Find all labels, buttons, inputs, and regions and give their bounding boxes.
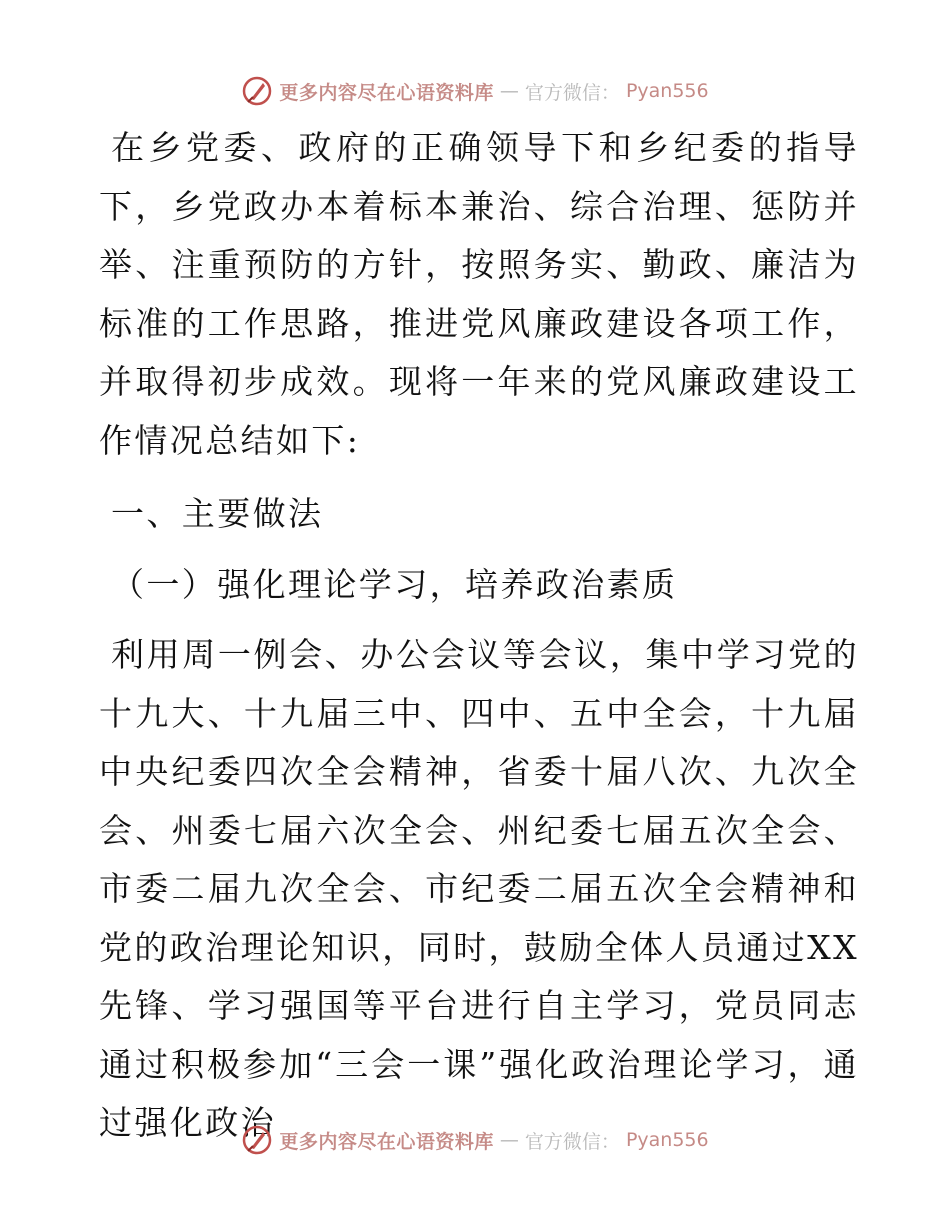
watermark-contact-id: Pyan556 [625,1129,709,1151]
study-paragraph: 利用周一例会、办公会议等会议，集中学习党的十九大、十九届三中、四中、五中全会，十九届中央纪委四次全会精神，省委十届八次、九次全会、州委七届六次全会、州纪委七届五次全会、市委二届九次全会、市纪委二届五次全会精神和党的政治理论知识，同时，鼓励全体人员通过XX先锋、学习强国等平台进行自主学习，党员同志通过积极参加“三会一课”强化政治理论学习，通过强化政治 [99,635,859,1142]
subsection-heading: （一）强化理论学习，培养政治素质 [111,564,678,604]
watermark-separator: — [499,80,519,102]
watermark-contact-label: 官方微信： [524,1130,620,1153]
watermark-contact-label: 官方微信： [524,81,620,104]
quill-circle-icon [241,75,273,107]
footer-watermark [0,1120,950,1160]
watermark-contact-id: Pyan556 [625,80,709,102]
quill-circle-icon [241,1124,273,1156]
watermark-separator: — [499,1129,519,1151]
document-body [99,119,859,1153]
intro-paragraph: 在乡党委、政府的正确领导下和乡纪委的指导下，乡党政办本着标本兼治、综合治理、惩防并举、注重预防的方针，按照务实、勤政、廉洁为标准的工作思路，推进党风廉政建设各项工作，并取得初步成效。现将一年来的党风廉政建设工作情况总结如下: [99,128,859,460]
watermark-main-text: 更多内容尽在心语资料库 [279,81,494,104]
header-watermark [0,71,950,111]
section-heading: 一、主要做法 [111,494,324,533]
watermark-main-text: 更多内容尽在心语资料库 [279,1130,494,1153]
